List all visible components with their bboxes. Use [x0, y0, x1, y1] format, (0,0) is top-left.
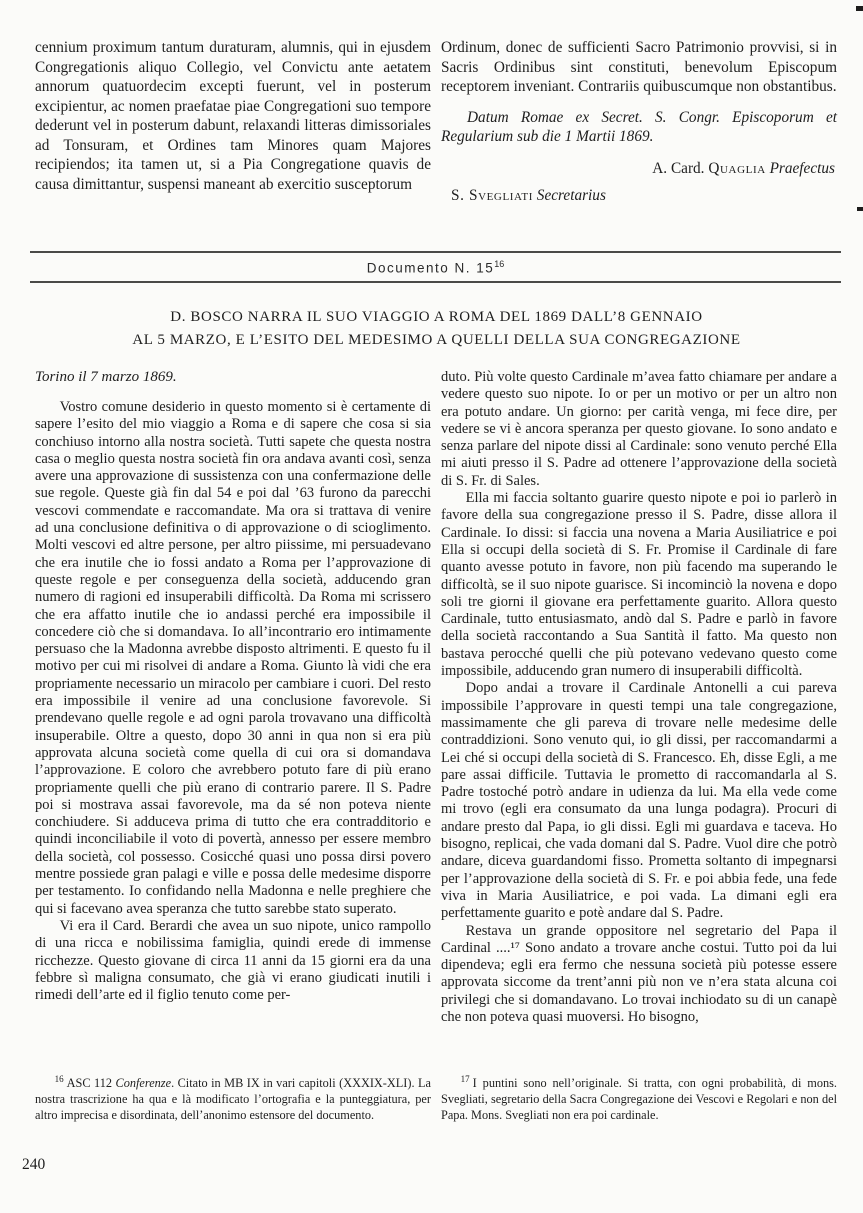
signature-prefect-name: Quaglia: [708, 159, 766, 177]
footnote-16: [35, 1072, 431, 1123]
signature-prefect-role: Praefectus: [765, 159, 835, 177]
letter-paragraph: Dopo andai a trovare il Cardinale Antonelli a cui pareva impossibile l’approvare in questi tempi una tale congregazione, massimamente che gli pareva di trovare nelle medesime delle contraddizioni. Sono venuto qui, io gli dissi, per raccomandarmi a Lei ché si occupi della società di S. Francesco. Eh, disse Egli, a me pare assai difficile. Tuttavia le prometto di raccomandarla al S. Padre tostoché potrò andare in udienza da lui. Ma ella vede come mi trovo (egli era consumato da una lunga podagra). Procuri di andare presto dal Papa, io gli dissi. Egli mi guardava e taceva. Ho bisogno, replicai, che vada domani dal S. Padre. Vuol dire che potrò andare, diceva guardandomi fisso. Prometta soltanto di impegnarsi per l’approvazione della società di S. Fr. e poi abbia fede, una fede viva in Maria Ausiliatrice, e poi vada. La dimani egli era perfettamente guarito e potè andare dal S. Padre.: [441, 680, 837, 922]
footnote-17-marker: 17: [460, 1074, 470, 1084]
footnote-16-italic: Conferenze: [115, 1076, 172, 1091]
footnote-17-body: I puntini sono nell’originale. Si tratta, con ogni probabilità, di mons. Svegliati, segretario della Sacra Congregazione dei Vescovi e Regolari e non del Papa. Mons. Svegliati non era poi cardinale.: [441, 1076, 837, 1122]
letter-left-column: [35, 369, 431, 1073]
letter-paragraph: Restava un grande oppositore nel segretario del Papa il Cardinal ....¹⁷ Sono andato a trovare anche costui. Tutto poi da lui dipendeva; egli era fermo che nessuna società più potesse essere approvata siccome da trent’anni più non ve n’era stata alcuna coi privilegi che si domandavano. Lo trovai inchiodato su di un canapè che non poteva quasi muoversi. Ho bisogno,: [441, 922, 837, 1025]
latin-paragraph-left: cennium proximum tantum duraturam, alumnis, qui in ejusdem Congregationis aliquo Collegio, vel Convictu ante aetatem annorum quatuordecim excepti fuerunt, vel in posterum excipientur, ac nomen praefatae piae Congregationi suo tempore dederunt vel in posterum dabunt, relaxandi litteras dimissoriales ad Tonsuram, et Ordines tam Minores quam Majores recipiendos; ita tamen ut, si a Pia Congregatione quavis de causa dimittantur, suspensi maneant ab exercitio susceptorum: [35, 39, 431, 193]
footnote-ref-16-marker: 16: [494, 259, 505, 269]
scan-artifact: [856, 6, 863, 11]
letter-paragraph: duto. Più volte questo Cardinale m’avea fatto chiamare per andare a vedere questo suo nipote. Io or per un motivo or per un altro non era potuto andare. Un giorno: per carità venga, mi fece dire, per vedere se vi è ancora speranza per questo giovane. Io sono andato e senza parlare del nipote dissi al Cardinale: sono venuto perché Ella mi aiuti presso il S. Padre ad ottenere l’approvazione della società di S. Fr. di Sales.: [441, 369, 837, 489]
scan-artifact: [857, 207, 863, 211]
latin-left-column: [35, 38, 431, 205]
letter-paragraph: Ella mi faccia soltanto guarire questo nipote e poi io parlerò in favore della sua congregazione presso il S. Padre, disse allora il Cardinale. Io dissi: si faccia una novena a Maria Ausiliatrice e poi Ella si occupi della società di S. Fr. Promise il Cardinale di fare quanto avesse potuto in favore, non più facendo ma superando le difficoltà, se il suo nipote guarisce. Si incominciò la novena e dopo soli tre giorni il giovane era perfettamente guarito. Allora questo Cardinale, tutto entusiasmato, andò dal S. Padre e parlò in favore della società raccontando a Sua Santità il fatto. Ma questo non bastava perocché quelli che più potevano vedevano questo come impossibile, adducendo gran numero di insuperabili difficoltà.: [441, 490, 837, 680]
latin-paragraph-right: Ordinum, donec de sufficienti Sacro Patrimonio provvisi, si in Sacris Ordinibus sint constituti, benevolum Episcopum receptorem inveniant. Contrariis quibuscumque non obstantibus.: [441, 39, 837, 95]
document-number-text: Documento N. 15: [366, 260, 495, 276]
datum-line: Datum Romae ex Secret. S. Congr. Episcoporum et Regularium sub die 1 Martii 1869.: [441, 108, 837, 145]
signature-prefect: [441, 160, 835, 178]
footnote-16-marker: 16: [54, 1074, 64, 1084]
footnote-16-text: [35, 1072, 431, 1123]
latin-right-column: [441, 38, 837, 205]
document-title-line2: AL 5 MARZO, E L’ESITO DEL MEDESIMO A QUELLI DELLA SUA CONGREGAZIONE: [132, 332, 741, 348]
signature-secretary-role: Secretarius: [532, 186, 606, 204]
footnote-16-rest: . Citato in MB IX in vari capitoli (XXXIX-XLI). La nostra trascrizione ha qua e là modificato l’ortografia e la punteggiatura, per altro imprecisa e disordinata, dell’anonimo estensore del documento.: [35, 1076, 431, 1122]
page-number: 240: [22, 1156, 46, 1173]
latin-document-section: [35, 38, 837, 205]
signature-secretary: [441, 187, 837, 205]
footnotes-section: [35, 1072, 837, 1123]
document-title: [40, 306, 833, 352]
footnote-17-text: [441, 1072, 837, 1123]
footnote-16-pre: ASC 112: [66, 1076, 116, 1091]
letter-right-column: [441, 369, 837, 1073]
document-number-header: [30, 251, 841, 283]
horizontal-rule-bottom: [30, 281, 841, 283]
document-number-label: [30, 253, 841, 281]
signature-secretary-name: S. Svegliati: [451, 186, 533, 204]
letter-body-section: [35, 369, 837, 1073]
document-title-line1: D. BOSCO NARRA IL SUO VIAGGIO A ROMA DEL 1869 DALL’8 GENNAIO: [170, 309, 703, 325]
letter-paragraph: Vostro comune desiderio in questo momento si è certamente di sapere l’esito del mio viaggio a Roma e di sapere che cosa si sia conchiuso intorno alla nostra società. Tutti sapete che questa nostra casa o meglio questa nostra società fin ora andava avanti così, senza avere una approvazione di sussistenza con una confermazione delle sue regole. Queste già fin dal 54 e poi dal ’63 furono da parecchi vescovi commendate e raccomandate. Ma ora si trattava di venire ad una conclusione definitiva o di approvazione o di scioglimento. Molti vescovi ed altre persone, per altro piissime, mi persuadevano che era inutile che io fossi andato a Roma per l’approvazione di queste regole e per conseguenza della società, adducendo gran numero di ragioni ed insuperabili difficoltà. Da Roma mi scrissero che era affatto inutile che io andassi perché era impossibile il concedere ciò che si domandava. Io all’incontrario ero intimamente persuaso che la Madonna avrebbe disposto altrimenti. E questo fu il motivo per cui mi risolvei di andare a Roma. Giunto là vidi che era propriamente necessario un miracolo per cambiare i cuori. Del resto era impossibile il venire ad una conclusione favorevole. Si prendevano quelle regole e ad ogni parola trovavano una difficoltà insuperabile. Oltre a questo, dopo 30 anni in qua non si era più approvata alcuna società come quella di cui ora si domandava l’approvazione. E coloro che avrebbero potuto fare di più erano propriamente quelli che più erano di contrario parere. Il S. Padre poi si mostrava assai favorevole, ma da sé non poteva niente conchiudere. Si adduceva prima di tutto che era contradditorio e quindi inconciliabile il voto di povertà, annesso per essere membro della società, col possesso. Cosicché quasi uno possa dirsi povero mentre possiede gran palagi e ville e possa delle medesime disporre per testamento. Io confidando nella Madonna e nelle preghiere che qui si facevano avea speranza che tutto sarebbe stato superato.: [35, 399, 431, 917]
signature-prefect-pre: A. Card.: [652, 159, 709, 177]
footnote-17: [441, 1072, 837, 1123]
dateline: Torino il 7 marzo 1869.: [35, 369, 177, 385]
letter-paragraph: Vi era il Card. Berardi che avea un suo nipote, unico rampollo di una ricca e nobilissima famiglia, quindi erede di immense ricchezze. Questo giovane di circa 11 anni da 15 giorni era da una febbre sì maligna consumato, che già vi erano giudicati inutili i rimedi dell’arte ed il figlio tenuto come per-: [35, 917, 431, 1004]
